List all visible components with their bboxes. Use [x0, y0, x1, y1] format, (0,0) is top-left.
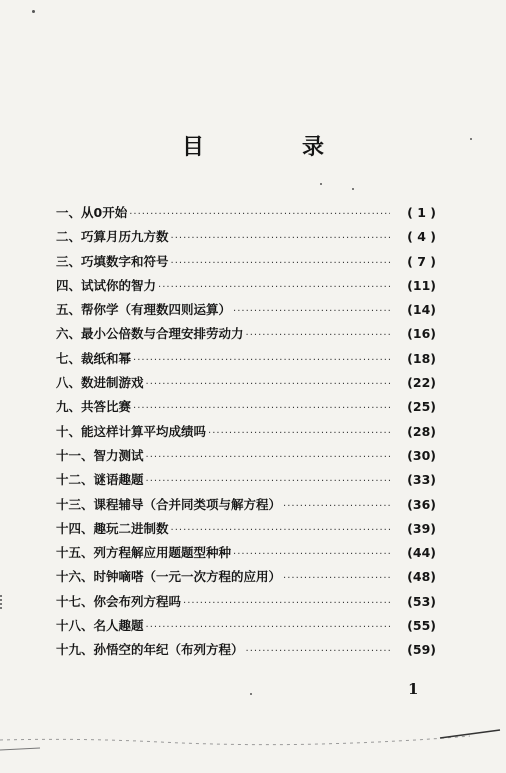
toc-entry-title: 列方程解应用题题型种种: [93, 545, 232, 561]
toc-entry-title: 最小公倍数与合理安排劳动力: [81, 326, 244, 342]
toc-entry-number: 十四、: [56, 520, 94, 536]
toc-entry: [56, 422, 436, 446]
toc-entry: [56, 640, 436, 664]
toc-leader-dots: [246, 646, 390, 657]
toc-entry-page: (28): [407, 423, 436, 439]
toc-entry: [56, 470, 436, 494]
toc-entry-title: 名人趣题: [93, 618, 144, 634]
toc-entry-number: 十三、: [56, 496, 94, 512]
toc-entry: [56, 592, 436, 616]
scan-speck: [470, 138, 472, 140]
toc-entry-page: ( 4 ): [407, 229, 436, 245]
toc-entry-title: 时钟嘀嗒（一元一次方程的应用）: [93, 569, 282, 585]
toc-leader-dots: [246, 330, 390, 341]
toc-entry-title: 裁纸和幂: [81, 350, 132, 366]
toc-entry: [56, 373, 436, 397]
toc-entry-number: 十五、: [56, 545, 94, 561]
toc-entry-page: (14): [407, 302, 436, 318]
toc-entry: [56, 567, 436, 591]
scan-edge-mark: [0, 595, 12, 609]
toc-entry-title: 巧算月历九方数: [81, 229, 169, 245]
toc-entry-title: 数进制游戏: [81, 375, 144, 391]
table-of-contents: [56, 203, 436, 665]
toc-entry-title: 孙悟空的年纪（布列方程）: [93, 642, 244, 658]
toc-entry-page: (48): [407, 569, 436, 585]
toc-entry-title: 趣玩二进制数: [93, 520, 169, 536]
toc-entry-title: 课程辅导（合并同类项与解方程）: [93, 496, 282, 512]
toc-entry-page: (30): [407, 447, 436, 463]
toc-entry-number: 十七、: [56, 593, 94, 609]
toc-leader-dots: [146, 622, 390, 633]
toc-entry-page: (22): [407, 375, 436, 391]
toc-leader-dots: [158, 282, 390, 293]
toc-entry: [56, 616, 436, 640]
page-title: 目 录: [181, 135, 362, 160]
toc-entry: [56, 397, 436, 421]
toc-entry-title: 你会布列方程吗: [93, 593, 182, 609]
toc-entry-page: (53): [407, 593, 436, 609]
toc-entry-number: 十八、: [56, 618, 94, 634]
scan-speck: [250, 693, 252, 695]
toc-leader-dots: [171, 525, 390, 536]
toc-leader-dots: [183, 598, 390, 609]
toc-entry: [56, 203, 436, 227]
toc-entry-page: ( 1 ): [407, 205, 436, 220]
toc-entry-title: 共答比赛: [81, 399, 132, 415]
page-number: 1: [408, 680, 419, 698]
toc-entry: [56, 519, 436, 543]
toc-entry-number: 十二、: [56, 472, 94, 488]
toc-entry: [56, 300, 436, 324]
toc-leader-dots: [283, 501, 390, 512]
toc-entry-title: 试试你的智力: [81, 277, 157, 293]
toc-entry-number: 四、: [56, 277, 82, 293]
toc-entry: [56, 446, 436, 470]
toc-leader-dots: [171, 233, 390, 244]
toc-entry-page: (11): [407, 277, 436, 293]
toc-leader-dots: [146, 379, 390, 390]
toc-entry-title: 从0开始: [81, 205, 128, 220]
toc-entry-page: (18): [407, 350, 436, 366]
scan-bottom-edge: [0, 722, 506, 762]
toc-entry: [56, 276, 436, 300]
toc-entry: [56, 543, 436, 567]
toc-entry-number: 九、: [56, 399, 82, 415]
toc-entry-page: (33): [407, 472, 436, 488]
scan-speck: [32, 10, 35, 13]
toc-entry-title: 谜语趣题: [93, 472, 144, 488]
toc-entry-page: (16): [407, 326, 436, 342]
toc-entry-page: (55): [407, 618, 436, 634]
toc-entry-page: (39): [407, 520, 436, 536]
scan-speck: [320, 183, 322, 185]
toc-entry-number: 十九、: [56, 642, 94, 658]
toc-entry-number: 五、: [56, 302, 82, 318]
toc-entry-page: (44): [407, 545, 436, 561]
toc-entry-page: (36): [407, 496, 436, 512]
toc-entry-page: (59): [407, 642, 436, 658]
toc-entry-title: 巧填数字和符号: [81, 253, 169, 269]
toc-entry-number: 七、: [56, 350, 82, 366]
toc-leader-dots: [146, 476, 390, 487]
toc-entry-title: 智力测试: [93, 447, 144, 463]
toc-entry: [56, 495, 436, 519]
toc-leader-dots: [233, 549, 390, 560]
toc-leader-dots: [208, 428, 390, 439]
toc-entry-number: 八、: [56, 375, 82, 391]
toc-entry: [56, 252, 436, 276]
toc-entry-page: ( 7 ): [407, 253, 436, 269]
toc-leader-dots: [133, 403, 390, 414]
toc-leader-dots: [129, 209, 390, 220]
toc-entry-number: 十六、: [56, 569, 94, 585]
toc-leader-dots: [133, 355, 390, 366]
toc-leader-dots: [233, 306, 390, 317]
toc-entry-number: 一、: [56, 205, 82, 220]
toc-entry-title: 能这样计算平均成绩吗: [81, 423, 207, 439]
toc-leader-dots: [283, 573, 390, 584]
toc-entry-page: (25): [407, 399, 436, 415]
toc-entry-title: 帮你学（有理数四则运算）: [81, 302, 232, 318]
toc-leader-dots: [171, 258, 390, 269]
toc-entry: [56, 227, 436, 251]
toc-leader-dots: [146, 452, 390, 463]
toc-entry-number: 二、: [56, 229, 82, 245]
scan-speck: [352, 188, 354, 190]
toc-entry-number: 十、: [56, 423, 82, 439]
toc-entry: [56, 349, 436, 373]
toc-entry-number: 十一、: [56, 447, 94, 463]
toc-entry-number: 三、: [56, 253, 82, 269]
toc-entry-number: 六、: [56, 326, 82, 342]
toc-entry: [56, 324, 436, 348]
